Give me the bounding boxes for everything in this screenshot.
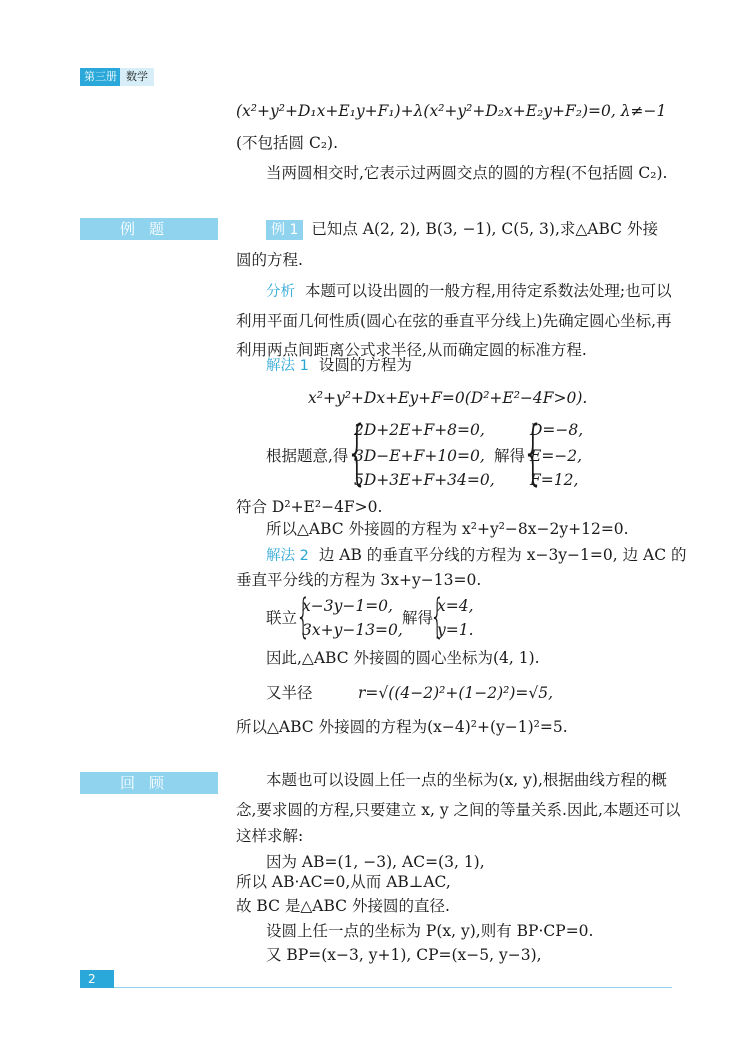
solution1-conclusion: 所以△ABC 外接圆的方程为 x²+y²−8x−2y+12=0. <box>266 520 629 538</box>
solution1-system-prefix: 根据题意,得 <box>266 447 349 465</box>
analysis-line3: 利用两点间距离公式求半径,从而确定圆的标准方程. <box>236 341 587 359</box>
solution2-label: 解法 2 <box>266 548 309 564</box>
analysis-line2: 利用平面几何性质(圆心在弦的垂直平分线上)先确定圆心坐标,再 <box>236 312 672 330</box>
analysis-text-1: 本题可以设出圆的一般方程,用待定系数法处理;也可以 <box>305 282 672 300</box>
solution2-line1 <box>266 545 687 566</box>
review-line6: 故 BC 是△ABC 外接圆的直径. <box>236 897 450 915</box>
review-line3: 这样求解: <box>236 827 304 845</box>
solution2-radius: r=√((4−2)²+(1−2)²)=√5, <box>358 684 554 702</box>
section-review-heading: 回顾 <box>80 772 218 794</box>
chapter-tag <box>80 68 190 86</box>
left-brace-icon: { <box>346 411 369 493</box>
left-brace-icon: { <box>522 411 545 493</box>
intro-equation: (x²+y²+D₁x+E₁y+F₁)+λ(x²+y²+D₂x+E₂y+F₂)=0, λ≠−1 <box>236 102 667 120</box>
solution2-radius-label: 又半径 <box>266 684 313 702</box>
solution2-line2: 垂直平分线的方程为 3x+y−13=0. <box>236 571 482 589</box>
solution1-label: 解法 1 <box>266 358 309 374</box>
intro-statement: 当两圆相交时,它表示过两圆交点的圆的方程(不包括圆 C₂). <box>266 164 668 182</box>
example-label: 例 1 <box>266 220 303 240</box>
solution2-conclusion: 所以△ABC 外接圆的方程为(x−4)²+(y−1)²=5. <box>236 718 568 736</box>
solution1-solve-word: 解得 <box>494 447 526 465</box>
solution1-general-equation: x²+y²+Dx+Ey+F=0(D²+E²−4F>0). <box>308 389 588 407</box>
solution1-result-e: E=−2, <box>530 447 583 465</box>
example-problem-line2: 圆的方程. <box>236 251 303 269</box>
review-line4: 因为 AB=(1, −3), AC=(3, 1), <box>266 853 485 871</box>
solution2-solve-word: 解得 <box>402 609 434 627</box>
solution1-check: 符合 D²+E²−4F>0. <box>236 498 383 516</box>
example-problem-line1 <box>266 219 658 240</box>
footer-rule <box>80 987 672 988</box>
solution2-result-y: y=1. <box>437 621 474 639</box>
solution2-center: 因此,△ABC 外接圆的圆心坐标为(4, 1). <box>266 649 540 667</box>
left-brace-icon: { <box>430 589 445 643</box>
solution2-system-eq1: x−3y−1=0, <box>302 597 393 615</box>
review-line8: 又 BP=(x−3, y+1), CP=(x−5, y−3), <box>266 946 542 964</box>
example-problem-text: 已知点 A(2, 2), B(3, −1), C(5, 3),求△ABC 外接 <box>311 220 658 238</box>
analysis-line1 <box>266 281 672 302</box>
page-number: 2 <box>80 970 114 988</box>
solution2-result-x: x=4, <box>437 597 474 615</box>
solution2-text-1: 边 AB 的垂直平分线的方程为 x−3y−1=0, 边 AC 的 <box>318 546 687 564</box>
solution1-system-eq2: 3D−E+F+10=0, <box>354 447 485 465</box>
review-line5: 所以 AB·AC=0,从而 AB⊥AC, <box>236 873 451 891</box>
review-line7: 设圆上任一点的坐标为 P(x, y),则有 BP·CP=0. <box>266 922 594 940</box>
analysis-label: 分析 <box>266 284 295 300</box>
solution2-system-prefix: 联立 <box>266 609 298 627</box>
solution1-result-d: D=−8, <box>530 421 584 439</box>
subject-label: 数学 <box>120 68 154 86</box>
solution1-intro-line <box>266 355 412 376</box>
volume-label: 第三册 <box>80 68 121 86</box>
solution1-system-eq3: 5D+3E+F+34=0, <box>354 471 495 489</box>
solution2-system-eq2: 3x+y−13=0, <box>302 621 403 639</box>
solution1-result-f: F=12, <box>530 471 579 489</box>
left-brace-icon: { <box>296 589 311 643</box>
section-example-heading: 例题 <box>80 218 218 240</box>
intro-note: (不包括圆 C₂). <box>236 134 339 152</box>
review-line2: 念,要求圆的方程,只要建立 x, y 之间的等量关系.因此,本题还可以 <box>236 801 681 819</box>
review-line1: 本题也可以设圆上任一点的坐标为(x, y),根据曲线方程的概 <box>266 771 667 789</box>
solution1-intro: 设圆的方程为 <box>318 356 412 374</box>
solution1-system-eq1: 2D+2E+F+8=0, <box>354 421 485 439</box>
